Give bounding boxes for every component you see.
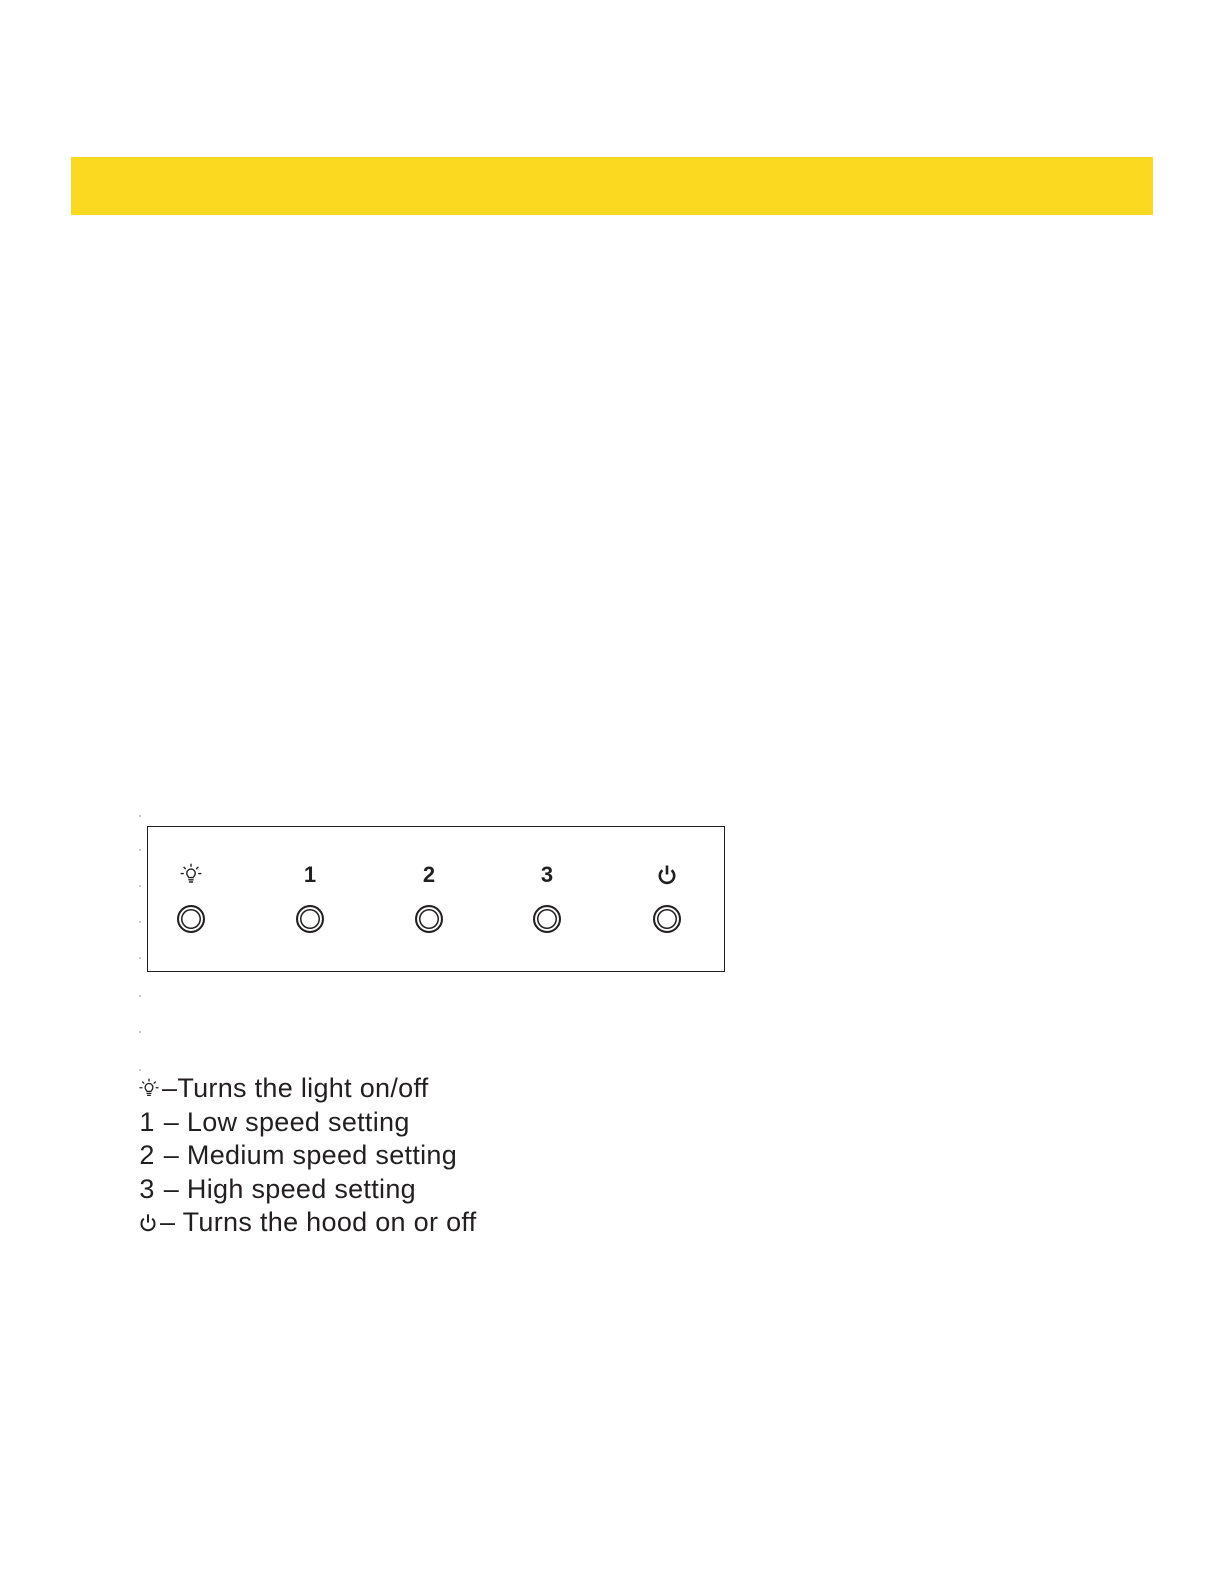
control-light	[161, 827, 221, 973]
legend-item	[138, 1106, 738, 1140]
control-speed-1	[280, 827, 340, 973]
control-power	[637, 827, 697, 973]
speed-1-button[interactable]	[296, 905, 324, 933]
scan-edge-dots	[139, 815, 142, 1075]
control-speed-3-label: 3	[540, 862, 554, 887]
control-speed-3	[517, 827, 577, 973]
light-button[interactable]	[177, 905, 205, 933]
section-header-bar	[71, 157, 1153, 215]
legend-item	[138, 1173, 738, 1207]
speed-2-button[interactable]	[415, 905, 443, 933]
control-speed-2-label: 2	[422, 862, 436, 887]
control-panel-diagram	[147, 826, 725, 972]
legend-text: – High speed setting	[156, 1173, 416, 1204]
legend-text: –Turns the light on/off	[162, 1073, 429, 1104]
legend-symbol	[138, 1078, 160, 1100]
power-icon	[656, 864, 678, 886]
legend-text: – Turns the hood on or off	[160, 1207, 477, 1238]
legend-text: – Medium speed setting	[156, 1140, 458, 1171]
control-power-label	[637, 860, 697, 890]
legend-symbol: 2	[139, 1140, 155, 1171]
light-bulb-icon	[138, 1078, 160, 1100]
legend-text: – Low speed setting	[156, 1106, 410, 1137]
control-legend	[138, 1072, 738, 1240]
power-button[interactable]	[653, 905, 681, 933]
control-speed-2	[399, 827, 459, 973]
power-icon	[138, 1213, 158, 1233]
control-light-label	[161, 860, 221, 890]
legend-item	[138, 1072, 738, 1106]
legend-item	[138, 1206, 738, 1240]
legend-symbol: 1	[139, 1106, 155, 1137]
legend-item	[138, 1139, 738, 1173]
control-speed-1-label: 1	[303, 862, 317, 887]
light-bulb-icon	[179, 863, 203, 887]
legend-symbol: 3	[139, 1173, 155, 1204]
speed-3-button[interactable]	[533, 905, 561, 933]
legend-symbol	[138, 1213, 158, 1233]
